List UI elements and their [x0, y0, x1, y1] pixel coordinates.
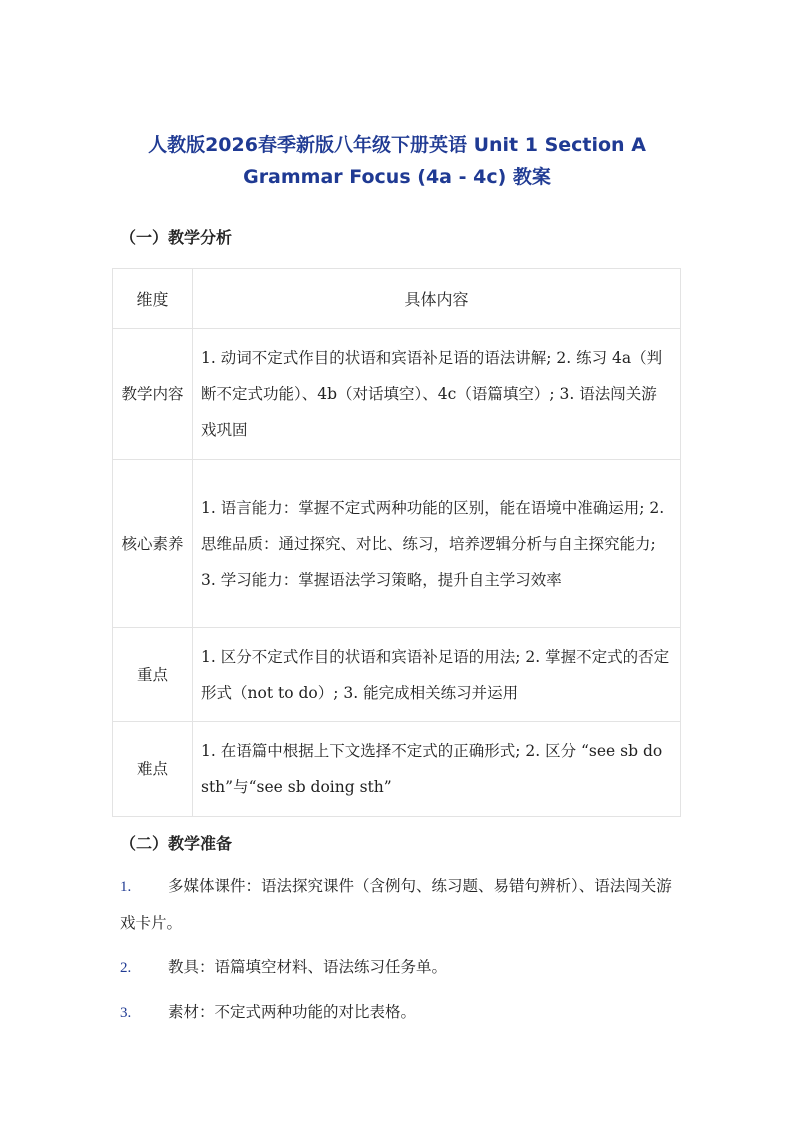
row-content: 1. 在语篇中根据上下文选择不定式的正确形式; 2. 区分 “see sb do sth”与“see sb doing sth”: [193, 722, 681, 817]
list-item: [120, 949, 680, 986]
list-item-text: 多媒体课件：语法探究课件（含例句、练习题、易错句辨析）、语法闯关游戏卡片。: [120, 877, 672, 932]
row-dimension: 重点: [113, 628, 193, 722]
table-row: [113, 329, 681, 460]
header-content: 具体内容: [193, 269, 681, 329]
list-number: 1.: [120, 879, 132, 895]
row-dimension: 教学内容: [113, 329, 193, 460]
row-dimension: 核心素养: [113, 460, 193, 628]
list-item-text: 素材：不定式两种功能的对比表格。: [168, 1003, 417, 1021]
row-content: 1. 动词不定式作目的状语和宾语补足语的语法讲解; 2. 练习 4a（判断不定式功能）、4b（对话填空）、4c（语篇填空）; 3. 语法闯关游戏巩固: [193, 329, 681, 460]
section-heading-analysis: （一）教学分析: [120, 228, 233, 247]
list-number: 3.: [120, 1005, 132, 1021]
analysis-table: [112, 268, 681, 817]
list-item: [120, 868, 680, 941]
document-title-line1: 人教版2026春季新版八年级下册英语 Unit 1 Section A: [148, 134, 646, 156]
list-item: [120, 994, 680, 1031]
row-content: 1. 区分不定式作目的状语和宾语补足语的用法; 2. 掌握不定式的否定形式（not to do）; 3. 能完成相关练习并运用: [193, 628, 681, 722]
preparation-list: [120, 868, 680, 1039]
section-heading-preparation: （二）教学准备: [120, 834, 233, 853]
table-row: [113, 722, 681, 817]
header-dimension: 维度: [113, 269, 193, 329]
list-item-text: 教具：语篇填空材料、语法练习任务单。: [168, 958, 448, 976]
row-dimension: 难点: [113, 722, 193, 817]
table-row: [113, 628, 681, 722]
table-row: [113, 460, 681, 628]
table-header-row: [113, 269, 681, 329]
document-title-line2: Grammar Focus (4a - 4c) 教案: [243, 166, 551, 188]
row-content: 1. 语言能力：掌握不定式两种功能的区别，能在语境中准确运用; 2. 思维品质：通过探究、对比、练习，培养逻辑分析与自主探究能力; 3. 学习能力：掌握语法学习策略，提升自主学习效率: [193, 460, 681, 628]
list-number: 2.: [120, 960, 132, 976]
